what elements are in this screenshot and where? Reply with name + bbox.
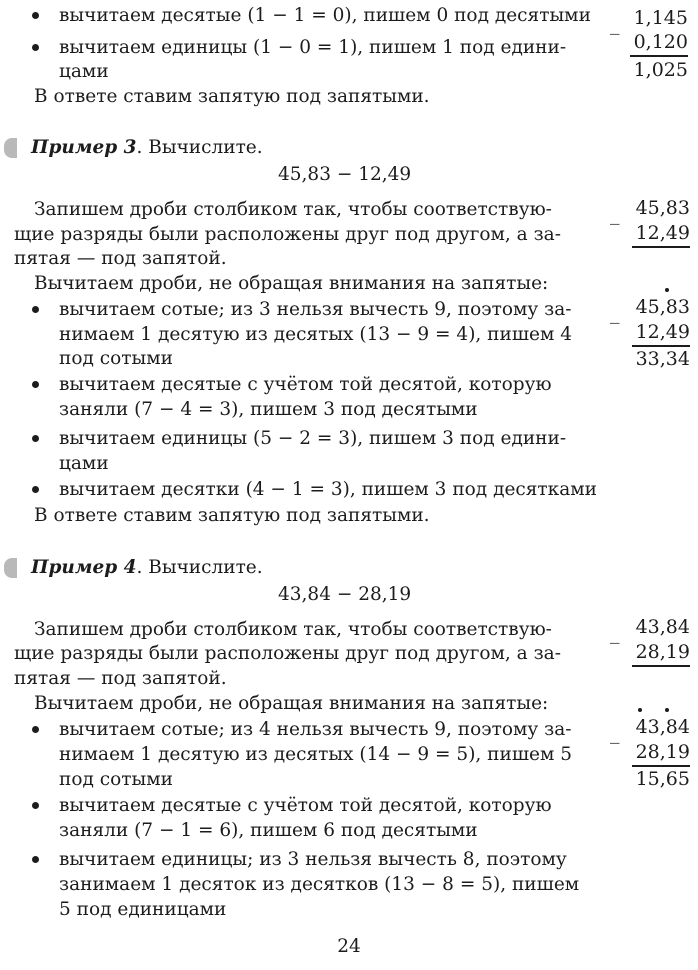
- example-4-label: Пример 4: [31, 557, 137, 578]
- example-3-expression: 45,83 − 12,49: [278, 164, 412, 185]
- minus-sign: _: [610, 722, 620, 744]
- bullet-marker: [32, 856, 39, 863]
- bullet-marker: [32, 306, 39, 313]
- ex3-bullet-3-line-1: вычитаем единицы (5 − 2 = 3), пишем 3 под едини-: [59, 428, 567, 449]
- ex3-paragraph-line-1: Запишем дроби столбиком так, чтобы соответствую-: [34, 199, 552, 220]
- ex4-bullet-2-line-1: вычитаем десятые с учётом той десятой, которую: [59, 795, 552, 816]
- top-bullet-2-line-1: вычитаем единицы (1 − 0 = 1), пишем 1 под едини-: [59, 37, 567, 58]
- subtrahend: 28,19: [635, 641, 690, 663]
- minus-sign: _: [610, 203, 620, 225]
- ex3-bullet-1-line-3: под сотыми: [59, 348, 173, 369]
- bullet-marker: [32, 486, 39, 493]
- top-bullet-2-line-2: цами: [59, 61, 109, 82]
- borrow-dot: [638, 708, 642, 712]
- ex3-conclusion: В ответе ставим запятую под запятыми.: [34, 505, 430, 526]
- borrow-dot: [665, 288, 669, 292]
- ex4-bullet-3-line-2: занимаем 1 десяток из десятков (13 − 8 = 5), пишем: [59, 874, 580, 895]
- ex3-paragraph-line-2: щие разряды были расположены друг под другом, а за-: [14, 224, 561, 245]
- minuend: 1,145: [633, 7, 688, 29]
- result: 33,34: [635, 348, 690, 370]
- example-4-heading: [31, 555, 263, 581]
- bullet-marker: [32, 802, 39, 809]
- borrow-dot: [665, 708, 669, 712]
- ex3-bullet-2-line-1: вычитаем десятые с учётом той десятой, которую: [59, 374, 552, 395]
- ex3-paragraph-2: Вычитаем дроби, не обращая внимания на запятые:: [34, 273, 549, 294]
- bullet-marker: [32, 12, 39, 19]
- minuend: 45,83: [635, 296, 690, 318]
- ex3-bullet-3-line-2: цами: [59, 453, 109, 474]
- bullet-marker: [32, 726, 39, 733]
- underline: [632, 246, 690, 248]
- ex4-paragraph-line-2: щие разряды были расположены друг под другом, а за-: [14, 643, 561, 664]
- underline: [632, 665, 690, 667]
- example-tab-marker: [4, 138, 17, 158]
- bullet-marker: [32, 435, 39, 442]
- minus-sign: _: [610, 622, 620, 644]
- top-conclusion: В ответе ставим запятую под запятыми.: [34, 86, 430, 107]
- result: 15,65: [635, 768, 690, 790]
- example-4-expression: 43,84 − 28,19: [278, 584, 412, 605]
- minus-sign: _: [610, 13, 620, 35]
- minuend: 43,84: [635, 616, 690, 638]
- subtrahend: 28,19: [635, 741, 690, 763]
- underline: [630, 55, 688, 57]
- subtrahend: 12,49: [635, 222, 690, 244]
- ex4-bullet-3-line-1: вычитаем единицы; из 3 нельзя вычесть 8, поэтому: [59, 849, 567, 870]
- ex3-bullet-4: вычитаем десятки (4 − 1 = 3), пишем 3 под десятками: [59, 479, 597, 500]
- ex3-bullet-1-line-2: нимаем 1 десятую из десятых (13 − 9 = 4), пишем 4: [59, 324, 573, 345]
- ex4-paragraph-2: Вычитаем дроби, не обращая внимания на запятые:: [34, 693, 549, 714]
- minus-sign: _: [610, 302, 620, 324]
- ex4-paragraph-line-3: пятая — под запятой.: [14, 668, 227, 689]
- result: 1,025: [633, 59, 688, 81]
- example-3-heading: [31, 135, 263, 161]
- ex4-bullet-3-line-3: 5 под единицами: [59, 899, 227, 920]
- ex3-paragraph-line-3: пятая — под запятой.: [14, 248, 227, 269]
- bullet-marker: [32, 381, 39, 388]
- bullet-marker: [32, 44, 39, 51]
- ex3-bullet-1-line-1: вычитаем сотые; из 3 нельзя вычесть 9, поэтому за-: [59, 299, 572, 320]
- example-4-instruction: . Вычислите.: [136, 557, 263, 578]
- ex4-bullet-1-line-2: нимаем 1 десятую из десятых (14 − 9 = 5), пишем 5: [59, 744, 573, 765]
- page-number: 24: [337, 936, 361, 957]
- subtrahend: 12,49: [635, 321, 690, 343]
- example-tab-marker: [4, 558, 17, 578]
- ex4-bullet-1-line-1: вычитаем сотые; из 4 нельзя вычесть 9, поэтому за-: [59, 719, 572, 740]
- minuend: 43,84: [635, 716, 690, 738]
- minuend: 45,83: [635, 197, 690, 219]
- top-bullet-1: вычитаем десятые (1 − 1 = 0), пишем 0 под десятыми: [59, 5, 591, 26]
- ex4-paragraph-line-1: Запишем дроби столбиком так, чтобы соответствую-: [34, 619, 552, 640]
- subtrahend: 0,120: [633, 31, 688, 53]
- ex4-bullet-2-line-2: заняли (7 − 1 = 6), пишем 6 под десятыми: [59, 820, 478, 841]
- ex4-bullet-1-line-3: под сотыми: [59, 769, 173, 790]
- ex3-bullet-2-line-2: заняли (7 − 4 = 3), пишем 3 под десятыми: [59, 399, 478, 420]
- example-3-label: Пример 3: [31, 137, 137, 158]
- example-3-instruction: . Вычислите.: [136, 137, 263, 158]
